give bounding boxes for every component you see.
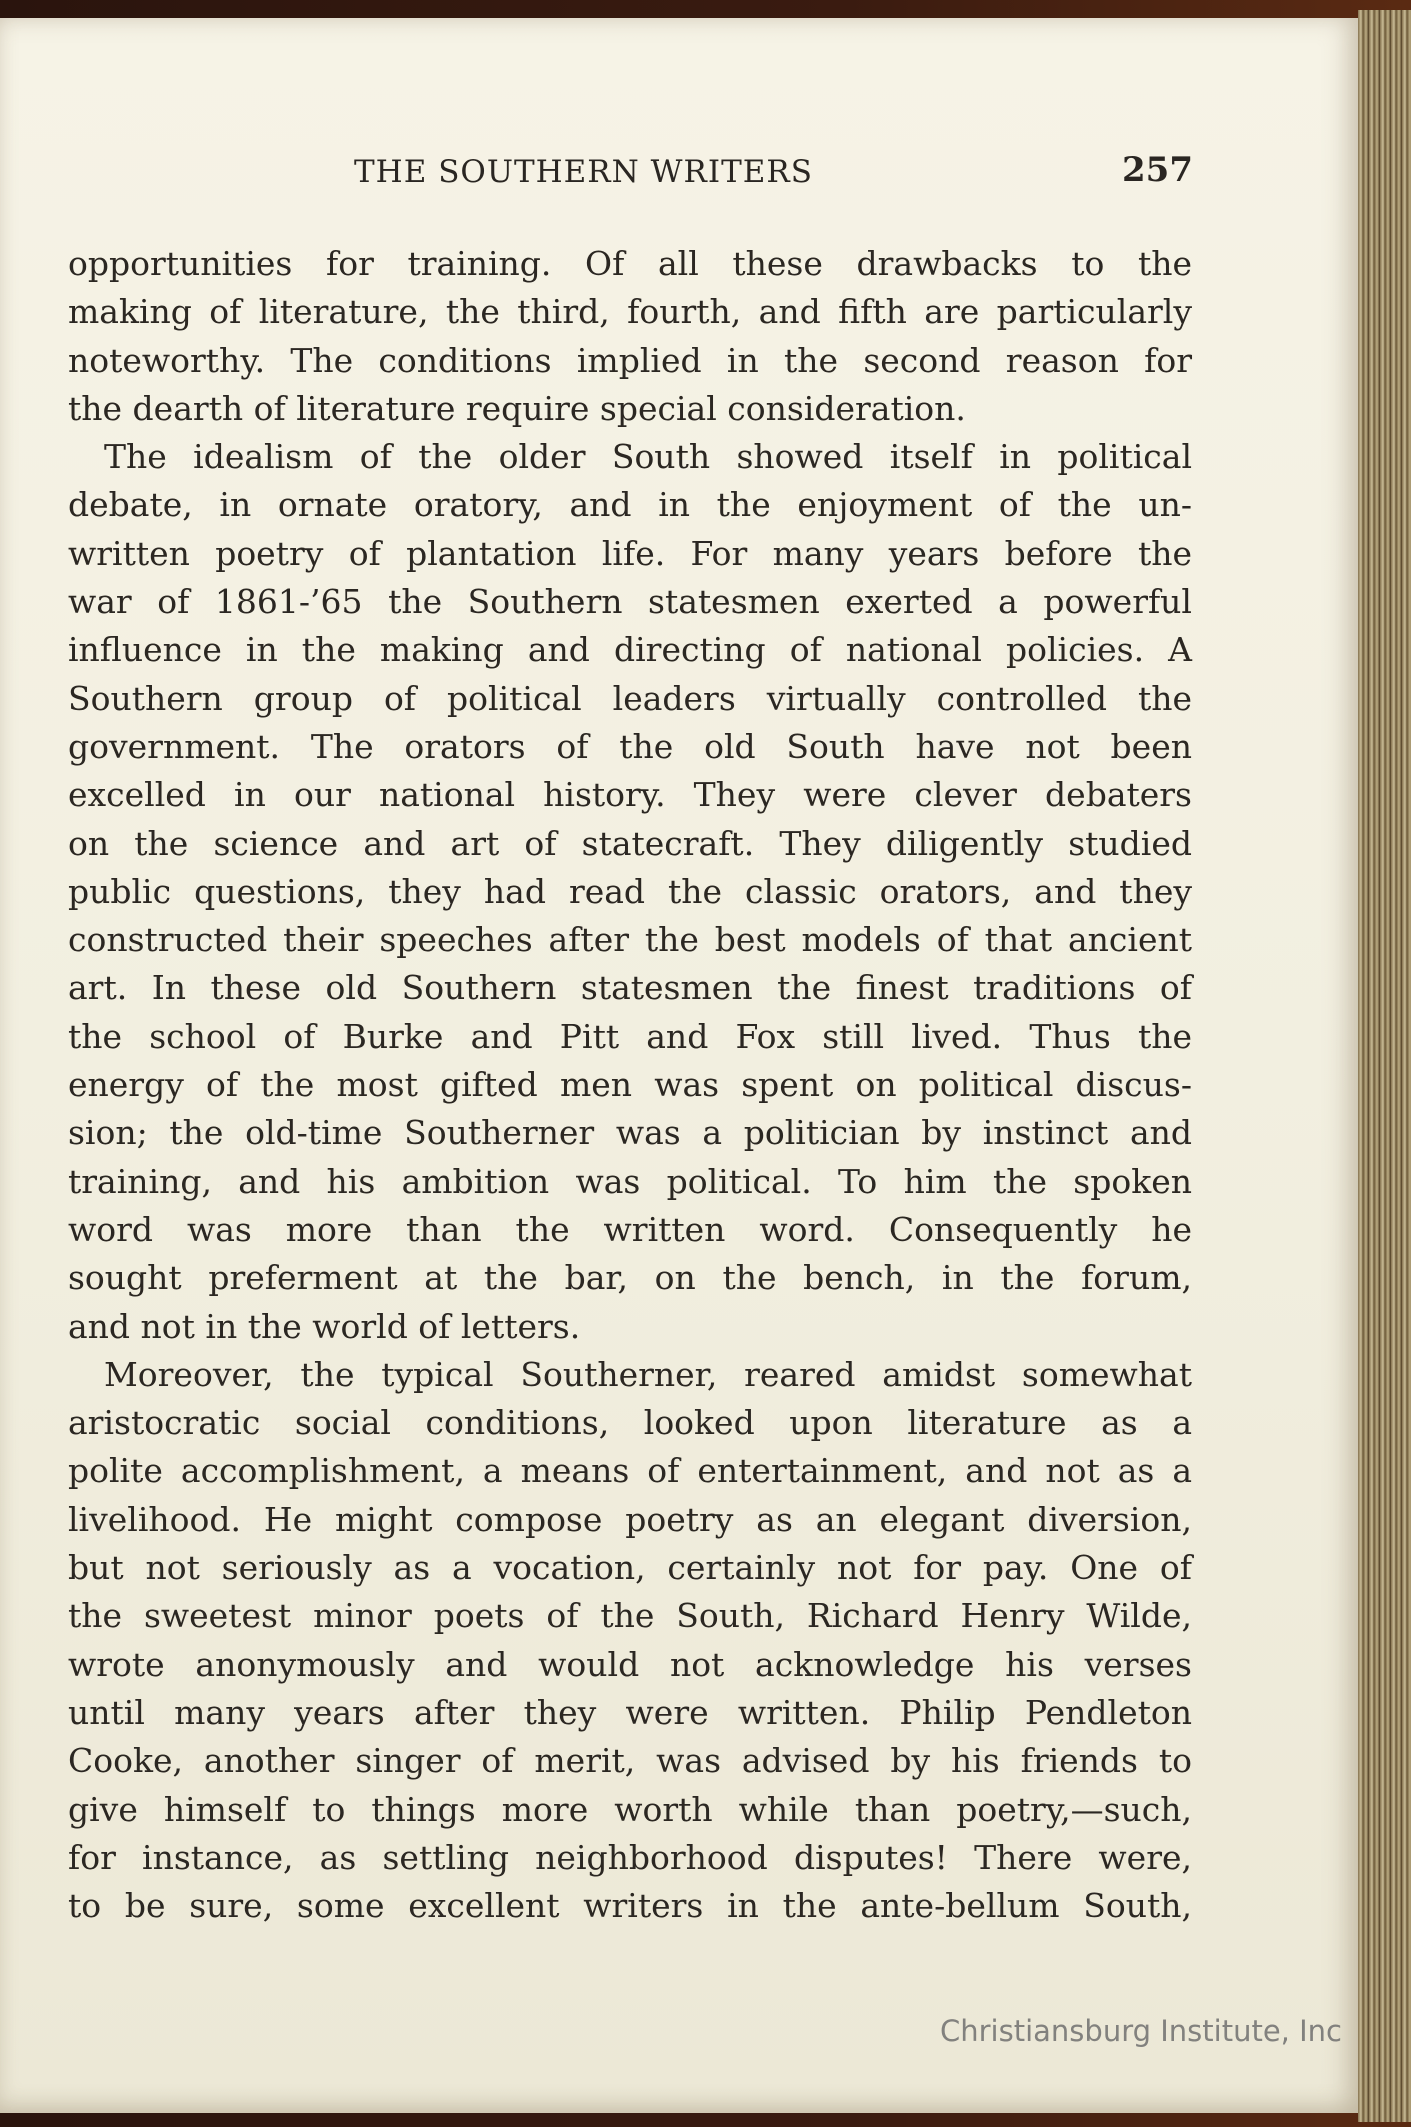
- text-line: wrote anonymously and would not acknowledge his verses: [68, 1644, 1192, 1684]
- text-line: opportunities for training. Of all these drawbacks to the: [68, 244, 1192, 283]
- text-line: training, and his ambition was political. To him the spoken: [68, 1161, 1192, 1201]
- text-line: influence in the making and directing of national policies. A: [68, 630, 1192, 670]
- book-page: [0, 18, 1358, 2113]
- text-line: the dearth of literature require special consideration.: [68, 388, 966, 428]
- paragraph-1: [68, 240, 1192, 433]
- text-line: the sweetest minor poets of the South, Richard Henry Wilde,: [68, 1596, 1192, 1636]
- text-line: until many years after they were written. Philip Pendleton: [68, 1692, 1192, 1732]
- text-line: to be sure, some excellent writers in the ante-bellum South,: [68, 1886, 1192, 1926]
- text-line: aristocratic social conditions, looked upon literature as a: [68, 1403, 1192, 1443]
- text-line: constructed their speeches after the best models of that ancient: [68, 920, 1192, 960]
- text-line: give himself to things more worth while than poetry,—such,: [68, 1789, 1192, 1829]
- page-edges: [1358, 10, 1411, 2122]
- text-line: noteworthy. The conditions implied in the second reason for: [68, 340, 1192, 380]
- text-line: written poetry of plantation life. For many years before the: [68, 533, 1192, 573]
- paragraph-2: [68, 433, 1192, 1351]
- text-line: war of 1861-’65 the Southern statesmen exerted a powerful: [68, 582, 1192, 622]
- text-line: government. The orators of the old South have not been: [68, 726, 1192, 766]
- text-line: polite accomplishment, a means of entertainment, and not as a: [68, 1451, 1192, 1491]
- page-number: 257: [1122, 150, 1193, 190]
- body-text: [68, 240, 1192, 1930]
- text-line: sought preferment at the bar, on the bench, in the forum,: [68, 1258, 1192, 1298]
- text-line: on the science and art of statecraft. They diligently studied: [68, 823, 1192, 863]
- text-line: the school of Burke and Pitt and Fox still lived. Thus the: [68, 1016, 1192, 1056]
- text-line: Southern group of political leaders virtually controlled the: [68, 678, 1192, 718]
- text-line: making of literature, the third, fourth, and fifth are particularly: [68, 292, 1192, 332]
- text-line: but not seriously as a vocation, certainly not for pay. One of: [68, 1548, 1192, 1588]
- watermark: Christiansburg Institute, Inc: [940, 2014, 1342, 2048]
- text-line: public questions, they had read the classic orators, and they: [68, 871, 1192, 911]
- text-line: The idealism of the older South showed itself in political: [104, 437, 1192, 477]
- text-line: debate, in ornate oratory, and in the enjoyment of the un-: [68, 485, 1192, 525]
- text-line: Cooke, another singer of merit, was advised by his friends to: [68, 1741, 1192, 1781]
- text-line: livelihood. He might compose poetry as an elegant diversion,: [68, 1499, 1192, 1539]
- text-line: sion; the old-time Southerner was a politician by instinct and: [68, 1113, 1192, 1153]
- text-line: excelled in our national history. They were clever debaters: [68, 775, 1192, 815]
- text-line: energy of the most gifted men was spent on political discus-: [68, 1065, 1192, 1105]
- text-line: and not in the world of letters.: [68, 1306, 581, 1346]
- text-line: art. In these old Southern statesmen the finest traditions of: [68, 968, 1192, 1008]
- paragraph-3: [68, 1351, 1192, 1931]
- running-head: THE SOUTHERN WRITERS: [354, 154, 813, 190]
- page-header: [0, 150, 1358, 200]
- text-line: Moreover, the typical Southerner, reared amidst somewhat: [104, 1354, 1192, 1394]
- text-line: for instance, as settling neighborhood disputes! There were,: [68, 1837, 1192, 1877]
- text-line: word was more than the written word. Consequently he: [68, 1209, 1192, 1249]
